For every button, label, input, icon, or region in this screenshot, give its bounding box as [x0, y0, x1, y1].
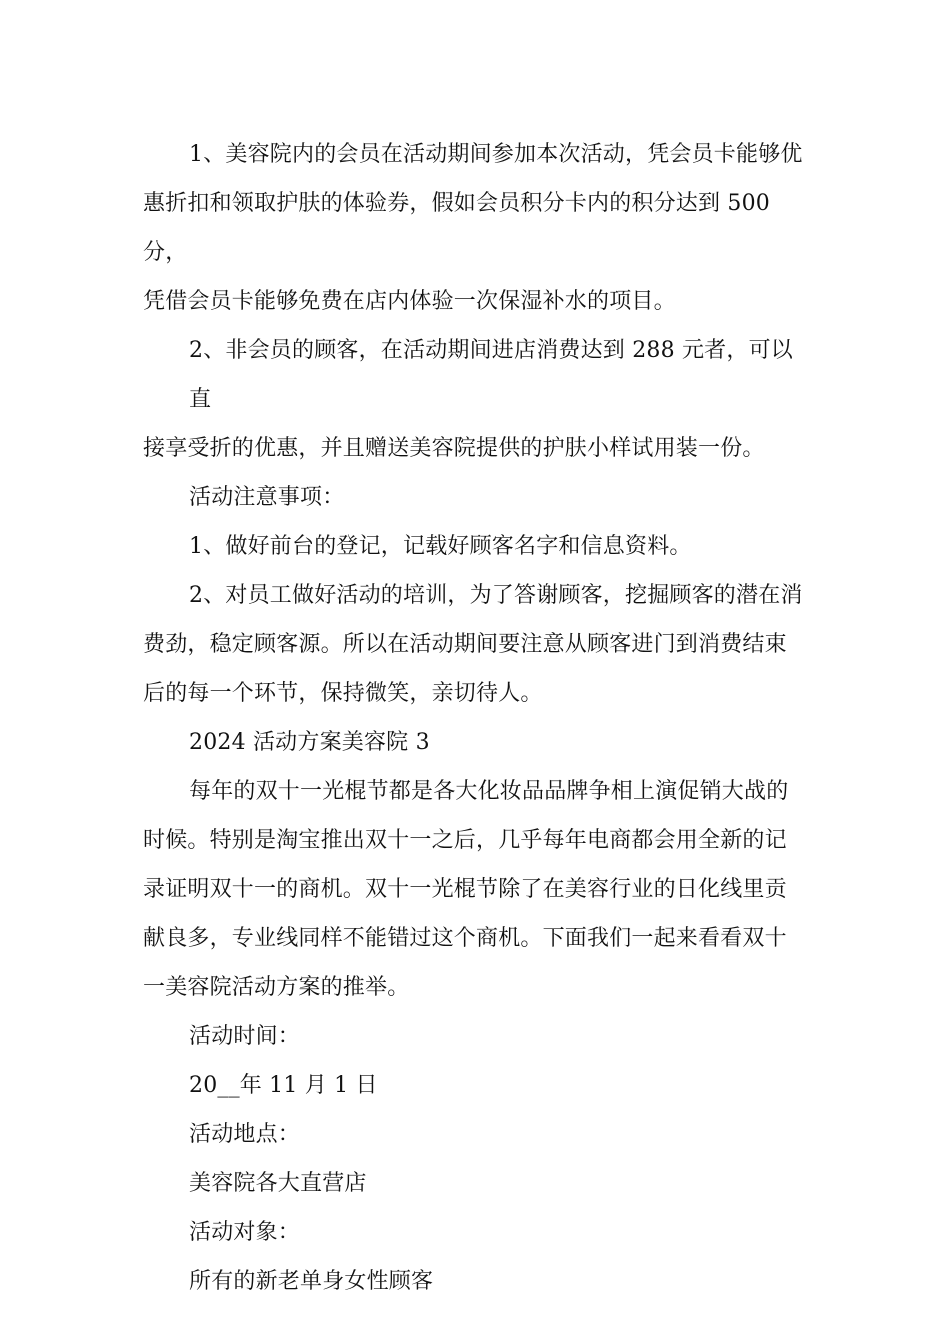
section-heading: 活动对象： — [189, 1220, 301, 1245]
text-line: 所有的新老单身女性顾客 — [189, 1269, 434, 1294]
text-line: 2、非会员的顾客，在活动期间进店消费达到 288 元者，可以直 — [189, 338, 793, 412]
text-line: 录证明双十一的商机。双十一光棍节除了在美容行业的日化线里贡 — [143, 877, 787, 902]
text-line: 每年的双十一光棍节都是各大化妆品品牌争相上演促销大战的 — [189, 779, 789, 804]
section-heading: 活动时间： — [189, 1024, 301, 1049]
text-line: 后的每一个环节，保持微笑，亲切待人。 — [143, 681, 543, 706]
text-line: 时候。特别是淘宝推出双十一之后，几乎每年电商都会用全新的记 — [143, 828, 787, 853]
text-line: 20__年 11 月 1 日 — [189, 1073, 378, 1098]
text-line: 1、美容院内的会员在活动期间参加本次活动，凭会员卡能够优 — [189, 142, 803, 167]
text-line: 1、做好前台的登记，记载好顾客名字和信息资料。 — [189, 534, 692, 559]
section-heading: 活动注意事项： — [189, 485, 345, 510]
text-line: 惠折扣和领取护肤的体验券，假如会员积分卡内的积分达到 500 分， — [143, 191, 770, 265]
text-line: 2、对员工做好活动的培训，为了答谢顾客，挖掘顾客的潜在消 — [189, 583, 803, 608]
section-heading: 活动地点： — [189, 1122, 301, 1147]
text-line: 一美容院活动方案的推举。 — [143, 975, 410, 1000]
text-line: 凭借会员卡能够免费在店内体验一次保湿补水的项目。 — [143, 289, 676, 314]
text-line: 费劲，稳定顾客源。所以在活动期间要注意从顾客进门到消费结束 — [143, 632, 787, 657]
section-title: 2024 活动方案美容院 3 — [189, 730, 430, 755]
text-line: 接享受折的优惠，并且赠送美容院提供的护肤小样试用装一份。 — [143, 436, 765, 461]
text-line: 美容院各大直营店 — [189, 1171, 367, 1196]
document-body — [143, 130, 815, 1306]
text-line: 献良多，专业线同样不能错过这个商机。下面我们一起来看看双十 — [143, 926, 787, 951]
